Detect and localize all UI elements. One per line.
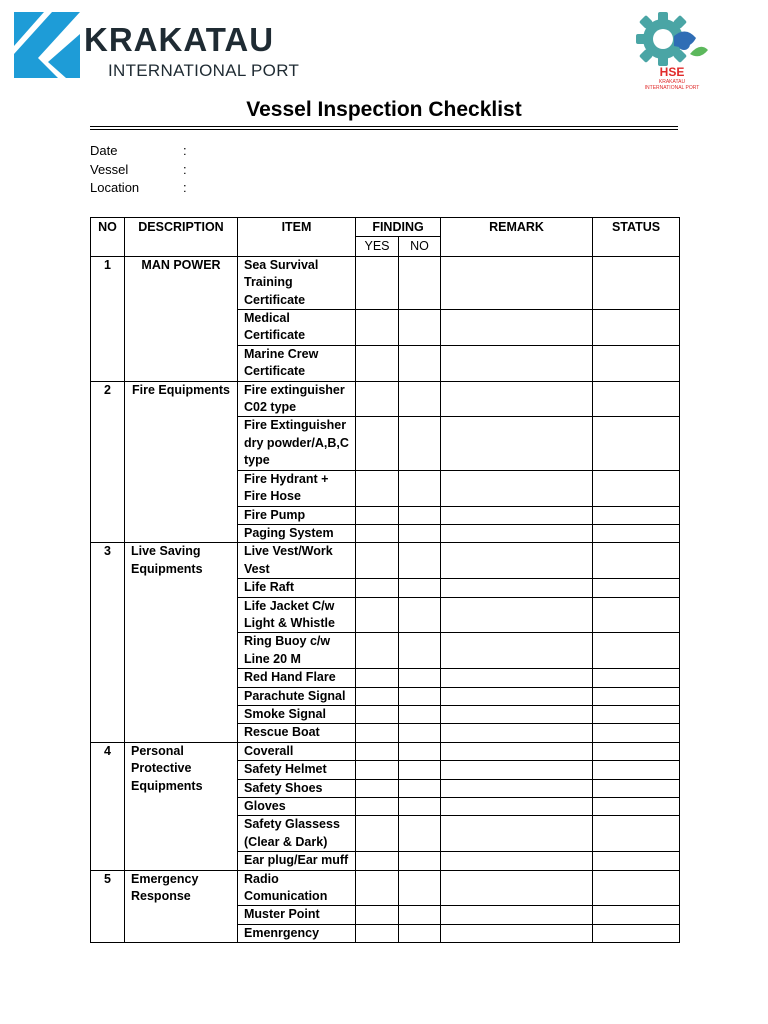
item-cell: Marine Crew Certificate [238, 345, 356, 381]
remark-cell[interactable] [441, 724, 593, 742]
hse-logo-sub2: INTERNATIONAL PORT [644, 85, 700, 90]
status-cell[interactable] [593, 506, 680, 524]
section-number: 4 [91, 742, 125, 870]
remark-cell[interactable] [441, 761, 593, 779]
remark-cell[interactable] [441, 417, 593, 470]
brand-subtitle: INTERNATIONAL PORT [108, 61, 300, 80]
item-cell: Radio Comunication [238, 870, 356, 906]
status-cell[interactable] [593, 705, 680, 723]
remark-cell[interactable] [441, 669, 593, 687]
item-cell: Live Vest/Work Vest [238, 543, 356, 579]
title-underline [90, 126, 678, 127]
date-field [90, 142, 390, 161]
finding-yes-cell[interactable] [356, 724, 399, 742]
status-cell[interactable] [593, 687, 680, 705]
finding-no-cell[interactable] [399, 470, 441, 506]
hse-gear-logo-icon [634, 10, 710, 90]
remark-cell[interactable] [441, 579, 593, 597]
finding-no-cell[interactable] [399, 506, 441, 524]
remark-cell[interactable] [441, 506, 593, 524]
status-cell[interactable] [593, 543, 680, 579]
status-cell[interactable] [593, 870, 680, 906]
title-underline-second [90, 129, 678, 130]
item-cell: Medical Certificate [238, 310, 356, 346]
item-cell: Life Raft [238, 579, 356, 597]
finding-no-cell[interactable] [399, 669, 441, 687]
finding-no-cell[interactable] [399, 852, 441, 870]
remark-cell[interactable] [441, 816, 593, 852]
status-cell[interactable] [593, 761, 680, 779]
item-cell: Paging System [238, 524, 356, 542]
finding-no-cell[interactable] [399, 687, 441, 705]
finding-yes-cell[interactable] [356, 669, 399, 687]
finding-no-cell[interactable] [399, 724, 441, 742]
header-no-finding: NO [399, 237, 441, 256]
section-description: Emergency Response [125, 870, 238, 943]
item-cell: Rescue Boat [238, 724, 356, 742]
finding-yes-cell[interactable] [356, 381, 399, 417]
item-cell: Gloves [238, 798, 356, 816]
status-cell[interactable] [593, 470, 680, 506]
remark-cell[interactable] [441, 597, 593, 633]
remark-cell[interactable] [441, 906, 593, 924]
header-no: NO [91, 218, 125, 257]
item-cell: Ear plug/Ear muff [238, 852, 356, 870]
finding-no-cell[interactable] [399, 597, 441, 633]
status-cell[interactable] [593, 816, 680, 852]
status-cell[interactable] [593, 256, 680, 309]
item-cell: Safety Helmet [238, 761, 356, 779]
vessel-colon: : [183, 161, 187, 177]
status-cell[interactable] [593, 345, 680, 381]
item-cell: Muster Point [238, 906, 356, 924]
item-cell: Parachute Signal [238, 687, 356, 705]
status-cell[interactable] [593, 924, 680, 942]
remark-cell[interactable] [441, 543, 593, 579]
hse-logo-sub1: KRAKATAU [658, 79, 686, 85]
finding-yes-cell[interactable] [356, 779, 399, 797]
section-number: 3 [91, 543, 125, 742]
status-cell[interactable] [593, 906, 680, 924]
finding-no-cell[interactable] [399, 779, 441, 797]
remark-cell[interactable] [441, 256, 593, 309]
finding-yes-cell[interactable] [356, 761, 399, 779]
table-row [91, 870, 680, 906]
finding-yes-cell[interactable] [356, 852, 399, 870]
remark-cell[interactable] [441, 742, 593, 760]
remark-cell[interactable] [441, 687, 593, 705]
finding-no-cell[interactable] [399, 524, 441, 542]
status-cell[interactable] [593, 310, 680, 346]
header-finding: FINDING [356, 218, 441, 237]
brand-name: KRAKATAU [84, 21, 275, 58]
finding-yes-cell[interactable] [356, 816, 399, 852]
status-cell[interactable] [593, 669, 680, 687]
finding-no-cell[interactable] [399, 345, 441, 381]
finding-no-cell[interactable] [399, 761, 441, 779]
section-description: Personal Protective Equipments [125, 742, 238, 870]
section-description: Live Saving Equipments [125, 543, 238, 742]
status-cell[interactable] [593, 633, 680, 669]
finding-no-cell[interactable] [399, 798, 441, 816]
document-title: Vessel Inspection Checklist [246, 98, 522, 121]
finding-no-cell[interactable] [399, 924, 441, 942]
status-cell[interactable] [593, 798, 680, 816]
finding-no-cell[interactable] [399, 543, 441, 579]
finding-no-cell[interactable] [399, 310, 441, 346]
inspection-table [90, 217, 680, 943]
header-description: DESCRIPTION [125, 218, 238, 257]
status-cell[interactable] [593, 417, 680, 470]
item-cell: Safety Glassess (Clear & Dark) [238, 816, 356, 852]
status-cell[interactable] [593, 779, 680, 797]
item-cell: Safety Shoes [238, 779, 356, 797]
finding-yes-cell[interactable] [356, 798, 399, 816]
remark-cell[interactable] [441, 524, 593, 542]
status-cell[interactable] [593, 524, 680, 542]
finding-yes-cell[interactable] [356, 597, 399, 633]
section-number: 1 [91, 256, 125, 381]
section-number: 2 [91, 381, 125, 543]
finding-yes-cell[interactable] [356, 506, 399, 524]
remark-cell[interactable] [441, 345, 593, 381]
document-header [0, 0, 768, 100]
location-label: Location [90, 180, 140, 195]
remark-cell[interactable] [441, 633, 593, 669]
finding-yes-cell[interactable] [356, 524, 399, 542]
info-fields [90, 142, 390, 198]
finding-no-cell[interactable] [399, 870, 441, 906]
finding-yes-cell[interactable] [356, 742, 399, 760]
finding-yes-cell[interactable] [356, 705, 399, 723]
item-cell: Red Hand Flare [238, 669, 356, 687]
finding-no-cell[interactable] [399, 906, 441, 924]
finding-no-cell[interactable] [399, 742, 441, 760]
header-item: ITEM [238, 218, 356, 257]
item-cell: Fire Hydrant + Fire Hose [238, 470, 356, 506]
status-cell[interactable] [593, 724, 680, 742]
section-number: 5 [91, 870, 125, 943]
item-cell: Life Jacket C/w Light & Whistle [238, 597, 356, 633]
remark-cell[interactable] [441, 852, 593, 870]
location-colon: : [183, 180, 187, 195]
finding-yes-cell[interactable] [356, 256, 399, 309]
finding-no-cell[interactable] [399, 705, 441, 723]
vessel-field [90, 161, 390, 180]
table-row [91, 742, 680, 760]
table-row [91, 543, 680, 579]
header-remark: REMARK [441, 218, 593, 257]
remark-cell[interactable] [441, 870, 593, 906]
item-cell: Coverall [238, 742, 356, 760]
header-status: STATUS [593, 218, 680, 257]
remark-cell[interactable] [441, 470, 593, 506]
finding-no-cell[interactable] [399, 816, 441, 852]
krakatau-k-logo-icon [14, 12, 80, 78]
finding-yes-cell[interactable] [356, 633, 399, 669]
finding-yes-cell[interactable] [356, 906, 399, 924]
table-row [91, 256, 680, 309]
status-cell[interactable] [593, 742, 680, 760]
remark-cell[interactable] [441, 779, 593, 797]
status-cell[interactable] [593, 852, 680, 870]
finding-yes-cell[interactable] [356, 345, 399, 381]
item-cell: Ring Buoy c/w Line 20 M [238, 633, 356, 669]
remark-cell[interactable] [441, 381, 593, 417]
section-description: MAN POWER [125, 256, 238, 381]
header-yes: YES [356, 237, 399, 256]
finding-yes-cell[interactable] [356, 579, 399, 597]
remark-cell[interactable] [441, 705, 593, 723]
finding-no-cell[interactable] [399, 633, 441, 669]
finding-yes-cell[interactable] [356, 924, 399, 942]
item-cell: Sea Survival Training Certificate [238, 256, 356, 309]
finding-yes-cell[interactable] [356, 687, 399, 705]
finding-yes-cell[interactable] [356, 870, 399, 906]
finding-yes-cell[interactable] [356, 417, 399, 470]
status-cell[interactable] [593, 381, 680, 417]
finding-yes-cell[interactable] [356, 310, 399, 346]
date-colon: : [183, 143, 187, 158]
finding-yes-cell[interactable] [356, 543, 399, 579]
finding-yes-cell[interactable] [356, 470, 399, 506]
item-cell: Emenrgency [238, 924, 356, 942]
vessel-label: Vessel [90, 161, 129, 177]
table-body [91, 256, 680, 942]
table-header-row [91, 218, 680, 237]
finding-no-cell[interactable] [399, 381, 441, 417]
table-row [91, 381, 680, 417]
status-cell[interactable] [593, 579, 680, 597]
item-cell: Fire Pump [238, 506, 356, 524]
location-field [90, 179, 390, 198]
remark-cell[interactable] [441, 924, 593, 942]
hse-logo-text: HSE [659, 65, 685, 79]
section-description: Fire Equipments [125, 381, 238, 543]
item-cell: Fire Extinguisher dry powder/A,B,C type [238, 417, 356, 470]
finding-no-cell[interactable] [399, 417, 441, 470]
date-label: Date [90, 143, 118, 158]
item-cell: Fire extinguisher C02 type [238, 381, 356, 417]
remark-cell[interactable] [441, 310, 593, 346]
finding-no-cell[interactable] [399, 256, 441, 309]
status-cell[interactable] [593, 597, 680, 633]
item-cell: Smoke Signal [238, 705, 356, 723]
finding-no-cell[interactable] [399, 579, 441, 597]
remark-cell[interactable] [441, 798, 593, 816]
